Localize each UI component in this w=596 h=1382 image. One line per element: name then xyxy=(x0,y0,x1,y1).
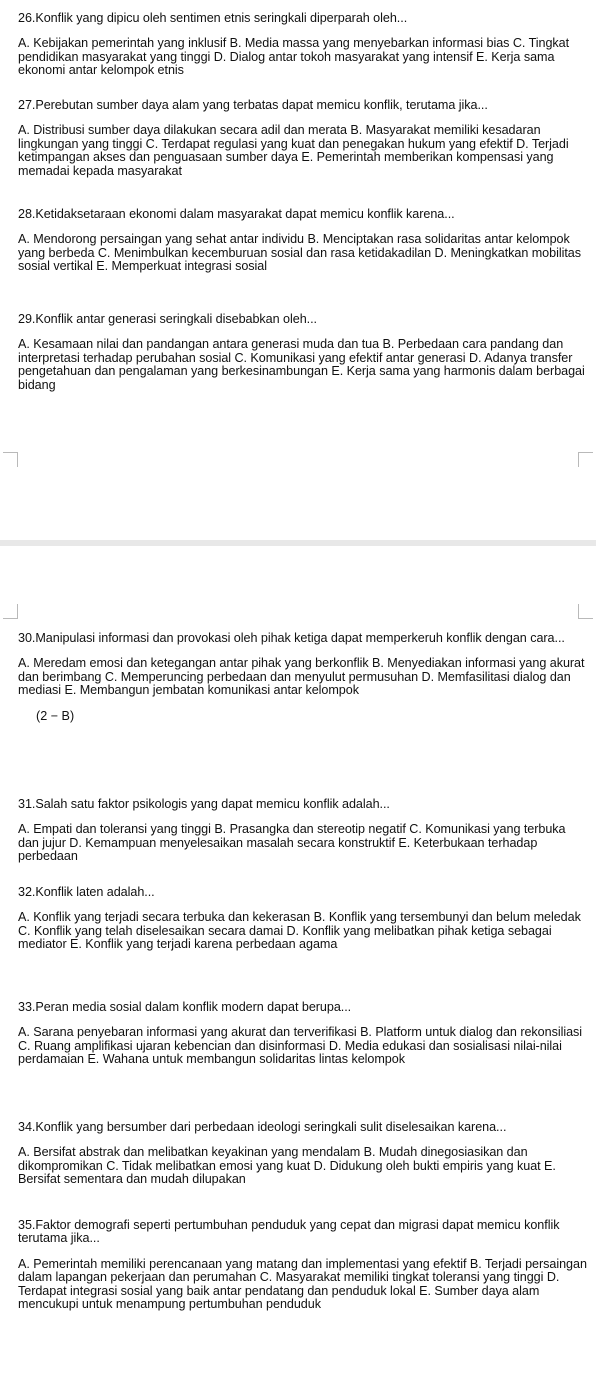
answer-options: A. Bersifat abstrak dan melibatkan keyakinan yang mendalam B. Mudah dinegosiasikan dan dikompromikan C. Tidak melibatkan emosi yang kuat D. Didukung oleh bukti empiris yang kuat E. Bersifat sementara dan mudah dilupakan xyxy=(18,1145,556,1187)
answer-options: A. Sarana penyebaran informasi yang akurat dan terverifikasi B. Platform untuk dialog dan rekonsiliasi C. Ruang amplifikasi ujaran kebencian dan disinformasi D. Media edukasi dan sosialisasi nilai-nilai perdamaian E. Wahana untuk membangun solidaritas lintas kelompok xyxy=(18,1025,583,1067)
answer-options: A. Meredam emosi dan ketegangan antar pihak yang berkonflik B. Menyediakan informasi yang akurat dan berimbang C. Memperuncing perbedaan dan menyulut permusuhan D. Memfasilitasi dialog dan mediasi E. Membangun jembatan komunikasi antar kelompok xyxy=(18,656,585,698)
answer-options: A. Mendorong persaingan yang sehat antar individu B. Menciptakan rasa solidaritas antar kelompok yang berbeda C. Menimbulkan kecemburuan sosial dan rasa ketidakadilan D. Meningkatkan mobilitas sosial vertikal E. Memperkuat integrasi sosial xyxy=(18,232,581,274)
answer-options: A. Konflik yang terjadi secara terbuka dan kekerasan B. Konflik yang tersembunyi dan belum meledak C. Konflik yang telah diselesaikan secara damai D. Konflik yang melibatkan pihak ketiga sebagai mediator E. Konflik yang terjadi karena perbedaan agama xyxy=(18,910,581,952)
question-28 xyxy=(18,208,588,274)
question-32 xyxy=(18,886,588,952)
page-corner-mark xyxy=(3,452,18,467)
document-page-2 xyxy=(0,546,596,1382)
page-corner-mark xyxy=(578,604,593,619)
question-34 xyxy=(18,1121,588,1187)
question-text: 28.Ketidaksetaraan ekonomi dalam masyarakat dapat memicu konflik karena... xyxy=(18,207,455,221)
question-text: 33.Peran media sosial dalam konflik modern dapat berupa... xyxy=(18,1000,352,1014)
answer-options: A. Distribusi sumber daya dilakukan secara adil dan merata B. Masyarakat memiliki kesadaran lingkungan yang tinggi C. Terdapat regulasi yang kuat dan penegakan hukum yang efektif D. Terjadi ketimpangan akses dan penguasaan sumber daya E. Pemerintah memberikan kompensasi yang memadai kepada masyarakat xyxy=(18,123,569,178)
question-31 xyxy=(18,798,588,864)
answer-options: A. Kebijakan pemerintah yang inklusif B. Media massa yang menyebarkan informasi bias C. Tingkat pendidikan masyarakat yang tinggi D. Dialog antar tokoh masyarakat yang intensif E. Kerja sama ekonomi antar kelompok etnis xyxy=(18,36,570,78)
answer-options: A. Pemerintah memiliki perencanaan yang matang dan implementasi yang efektif B. Terjadi persaingan dalam lapangan pekerjaan dan perumahan C. Masyarakat memiliki tingkat toleransi yang tinggi D. Terdapat integrasi sosial yang baik antar pendatang dan penduduk lokal E. Sumber daya alam mencukupi untuk menampung pertumbuhan penduduk xyxy=(18,1256,587,1312)
answer-options: A. Kesamaan nilai dan pandangan antara generasi muda dan tua B. Perbedaan cara pandang dan interpretasi terhadap perubahan sosial C. Komunikasi yang efektif antar generasi D. Adanya transfer pengetahuan dan pengalaman yang berkesinambungan E. Kerja sama yang harmonis dalam berbagai bidang xyxy=(18,337,585,392)
question-text: 35.Faktor demografi seperti pertumbuhan penduduk yang cepat dan migrasi dapat memicu konflik terutama jika... xyxy=(18,1218,560,1246)
handwritten-note: (2 − B) xyxy=(36,708,75,723)
question-35 xyxy=(18,1219,588,1311)
question-26 xyxy=(18,12,588,78)
question-text: 31.Salah satu faktor psikologis yang dapat memicu konflik adalah... xyxy=(18,797,390,811)
page-corner-mark xyxy=(3,604,18,619)
answer-options: A. Empati dan toleransi yang tinggi B. Prasangka dan stereotip negatif C. Komunikasi yang terbuka dan jujur D. Kemampuan menyelesaikan masalah secara konstruktif E. Keterbukaan terhadap perbedaan xyxy=(18,822,566,864)
question-27 xyxy=(18,99,588,178)
question-text: 34.Konflik yang bersumber dari perbedaan ideologi seringkali sulit diselesaikan karena... xyxy=(18,1120,507,1134)
question-text: 30.Manipulasi informasi dan provokasi oleh pihak ketiga dapat memperkeruh konflik dengan cara... xyxy=(18,631,565,645)
document-page-1 xyxy=(0,0,596,540)
question-29 xyxy=(18,313,588,392)
question-text: 26.Konflik yang dipicu oleh sentimen etnis seringkali diperparah oleh... xyxy=(18,11,408,25)
page-corner-mark xyxy=(578,452,593,467)
question-30 xyxy=(18,632,588,723)
question-text: 29.Konflik antar generasi seringkali disebabkan oleh... xyxy=(18,312,317,326)
question-text: 32.Konflik laten adalah... xyxy=(18,885,155,899)
question-text: 27.Perebutan sumber daya alam yang terbatas dapat memicu konflik, terutama jika... xyxy=(18,98,488,112)
question-33 xyxy=(18,1001,588,1067)
